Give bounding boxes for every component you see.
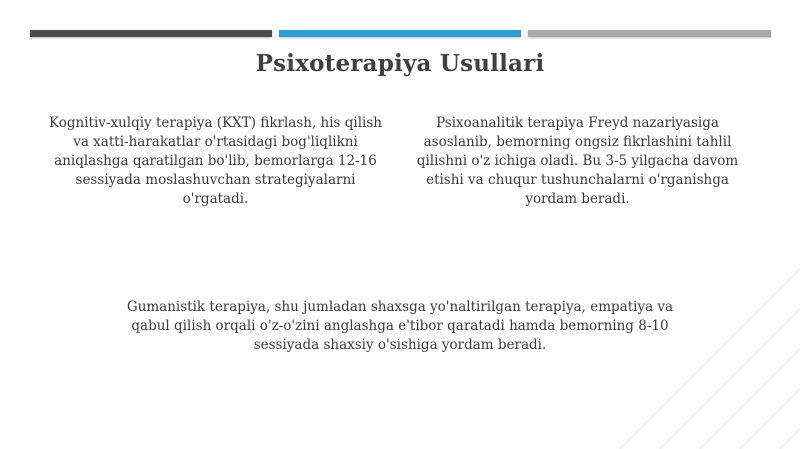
paragraph-psychoanalytic: Psixoanalitik terapiya Freyd nazariyasiga asoslanib, bemorning ongsiz fikrlashini tahlil qilishni o'z ichiga oladi. Bu 3-5 yilgacha davom etishi va chuqur tushunchalarni o'rganishga yordam beradi. [416,115,739,207]
paragraph-cbt: Kognitiv-xulqiy terapiya (KXT) fikrlash, his qilish va xatti-harakatlar o'rtasidagi bog'liqlikni aniqlashga qaratilgan bo'lib, bemorlarga 12-16 sessiyada moslashuvchan strategiyalarni o'rgatadi. [49,115,382,207]
accent-bar-middle [279,30,521,37]
accent-bar-left [30,30,272,37]
paragraph-humanistic: Gumanistik terapiya, shu jumladan shaxsga yo'naltirilgan terapiya, empatiya va qabul qilish orqali o'z-o'zini anglashga e'tibor qaratadi hamda bemorning 8-10 sessiyada shaxsiy o'sishiga yordam beradi. [126,299,674,353]
slide-title: Psixoterapiya Usullari [255,50,545,77]
accent-bar-right [528,30,771,37]
